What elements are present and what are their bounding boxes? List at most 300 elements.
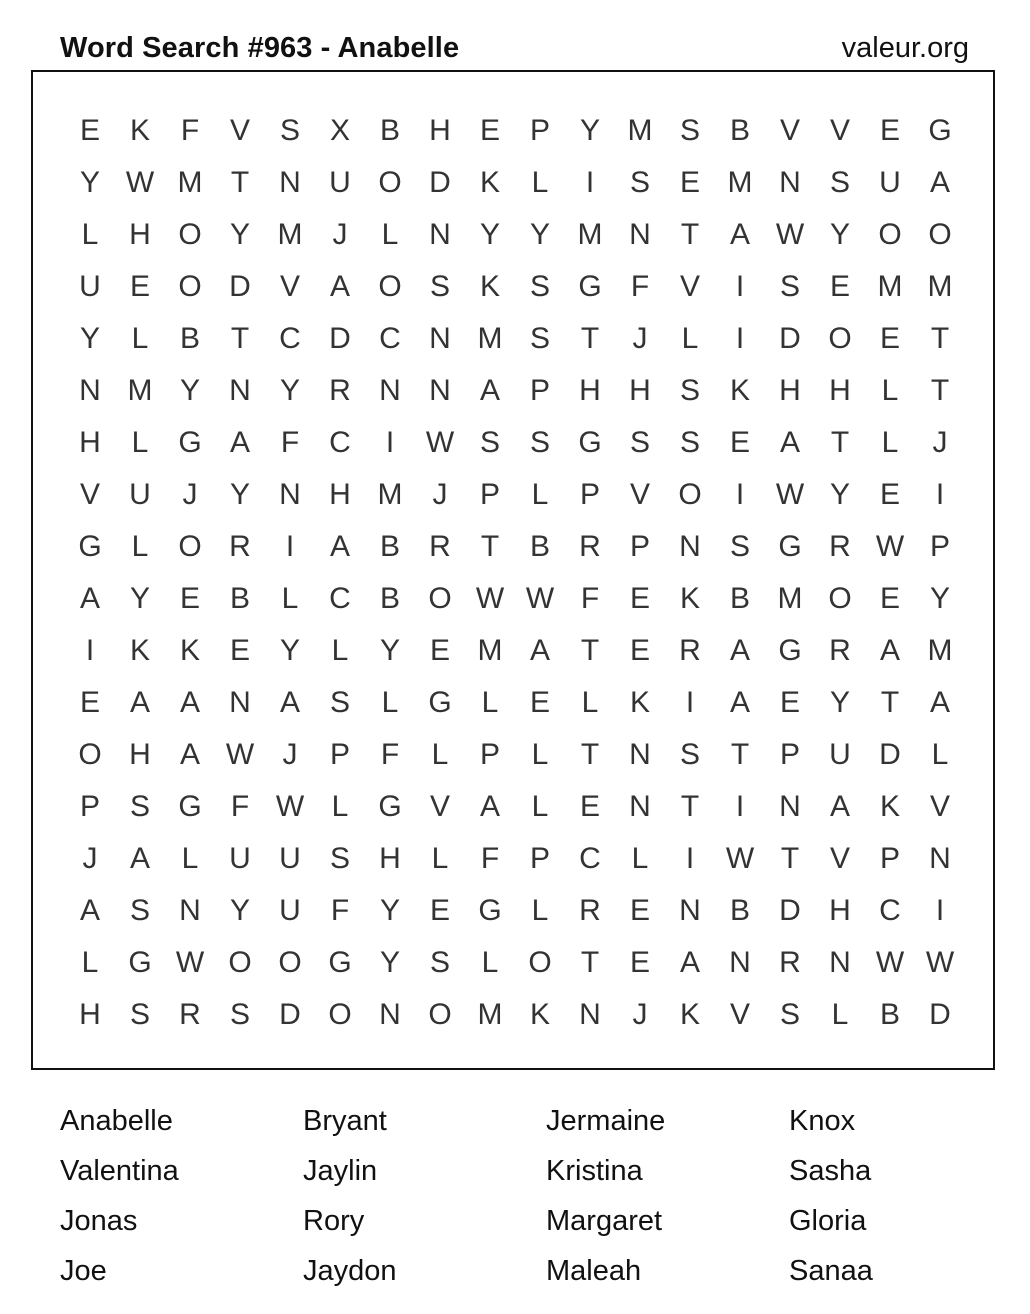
grid-cell[interactable]: M xyxy=(477,322,503,355)
grid-cell[interactable]: N xyxy=(429,374,451,407)
grid-cell[interactable]: Y xyxy=(829,478,850,511)
grid-cell[interactable]: I xyxy=(735,790,745,823)
grid-cell[interactable]: U xyxy=(79,270,101,303)
grid-cell[interactable]: U xyxy=(829,738,851,771)
grid-cell[interactable]: M xyxy=(477,634,503,667)
grid-cell[interactable]: Y xyxy=(129,582,150,615)
grid-cell[interactable]: N xyxy=(629,218,651,251)
grid-cell[interactable]: L xyxy=(631,842,649,875)
grid-cell[interactable]: L xyxy=(481,686,499,719)
grid-cell[interactable]: T xyxy=(730,738,750,771)
grid-cell[interactable]: B xyxy=(379,530,400,563)
grid-cell[interactable]: Y xyxy=(379,894,400,927)
grid-cell[interactable]: T xyxy=(580,946,600,979)
grid-cell[interactable]: V xyxy=(629,478,650,511)
grid-cell[interactable]: S xyxy=(729,530,750,563)
grid-cell[interactable]: Y xyxy=(229,894,250,927)
grid-cell[interactable]: R xyxy=(829,634,851,667)
grid-cell[interactable]: M xyxy=(127,374,153,407)
grid-cell[interactable]: I xyxy=(385,426,395,459)
grid-cell[interactable]: E xyxy=(529,686,550,719)
grid-cell[interactable]: N xyxy=(679,530,701,563)
grid-cell[interactable]: U xyxy=(879,166,901,199)
grid-cell[interactable]: M xyxy=(777,582,803,615)
grid-cell[interactable]: R xyxy=(779,946,801,979)
grid-cell[interactable]: A xyxy=(879,634,900,667)
grid-cell[interactable]: H xyxy=(829,374,851,407)
grid-cell[interactable]: F xyxy=(280,426,300,459)
grid-cell[interactable]: I xyxy=(935,478,945,511)
grid-cell[interactable]: T xyxy=(580,322,600,355)
grid-cell[interactable]: G xyxy=(478,894,502,927)
grid-cell[interactable]: A xyxy=(129,842,150,875)
grid-cell[interactable]: K xyxy=(479,270,500,303)
grid-cell[interactable]: O xyxy=(678,478,702,511)
grid-cell[interactable]: G xyxy=(378,790,402,823)
grid-cell[interactable]: C xyxy=(279,322,301,355)
grid-cell[interactable]: Y xyxy=(179,374,200,407)
grid-cell[interactable]: U xyxy=(279,842,301,875)
grid-cell[interactable]: M xyxy=(627,114,653,147)
grid-cell[interactable]: N xyxy=(379,998,401,1031)
grid-cell[interactable]: A xyxy=(679,946,700,979)
grid-cell[interactable]: D xyxy=(329,322,351,355)
grid-cell[interactable]: E xyxy=(679,166,700,199)
grid-cell[interactable]: A xyxy=(79,582,100,615)
grid-cell[interactable]: G xyxy=(928,114,952,147)
grid-cell[interactable]: A xyxy=(929,686,950,719)
grid-cell[interactable]: V xyxy=(729,998,750,1031)
grid-cell[interactable]: P xyxy=(479,738,500,771)
grid-cell[interactable]: B xyxy=(529,530,550,563)
grid-cell[interactable]: T xyxy=(230,322,250,355)
grid-cell[interactable]: W xyxy=(775,218,805,251)
grid-cell[interactable]: O xyxy=(928,218,952,251)
grid-cell[interactable]: L xyxy=(81,946,99,979)
grid-cell[interactable]: S xyxy=(479,426,500,459)
grid-cell[interactable]: W xyxy=(525,582,555,615)
grid-cell[interactable]: T xyxy=(930,322,950,355)
grid-cell[interactable]: S xyxy=(679,114,700,147)
grid-cell[interactable]: G xyxy=(178,426,202,459)
grid-cell[interactable]: T xyxy=(930,374,950,407)
grid-cell[interactable]: N xyxy=(629,738,651,771)
grid-cell[interactable]: H xyxy=(79,426,101,459)
grid-cell[interactable]: I xyxy=(735,322,745,355)
grid-cell[interactable]: O xyxy=(828,322,852,355)
grid-cell[interactable]: R xyxy=(429,530,451,563)
grid-cell[interactable]: O xyxy=(178,530,202,563)
grid-cell[interactable]: T xyxy=(880,686,900,719)
grid-cell[interactable]: T xyxy=(580,634,600,667)
grid-cell[interactable]: V xyxy=(829,114,850,147)
grid-cell[interactable]: E xyxy=(729,426,750,459)
grid-cell[interactable]: E xyxy=(129,270,150,303)
grid-cell[interactable]: E xyxy=(629,582,650,615)
grid-cell[interactable]: R xyxy=(179,998,201,1031)
grid-cell[interactable]: D xyxy=(929,998,951,1031)
grid-cell[interactable]: F xyxy=(380,738,400,771)
grid-cell[interactable]: E xyxy=(429,634,450,667)
grid-cell[interactable]: K xyxy=(129,634,150,667)
grid-cell[interactable]: A xyxy=(79,894,100,927)
grid-cell[interactable]: E xyxy=(879,322,900,355)
grid-cell[interactable]: A xyxy=(129,686,150,719)
grid-cell[interactable]: M xyxy=(177,166,203,199)
grid-cell[interactable]: L xyxy=(881,374,899,407)
grid-cell[interactable]: A xyxy=(229,426,250,459)
grid-cell[interactable]: F xyxy=(180,114,200,147)
grid-cell[interactable]: N xyxy=(179,894,201,927)
grid-cell[interactable]: W xyxy=(925,946,955,979)
grid-cell[interactable]: J xyxy=(82,842,98,875)
grid-cell[interactable]: T xyxy=(480,530,500,563)
grid-cell[interactable]: E xyxy=(579,790,600,823)
grid-cell[interactable]: K xyxy=(629,686,650,719)
grid-cell[interactable]: K xyxy=(129,114,150,147)
grid-cell[interactable]: M xyxy=(577,218,603,251)
grid-cell[interactable]: E xyxy=(479,114,500,147)
grid-cell[interactable]: T xyxy=(680,218,700,251)
grid-cell[interactable]: W xyxy=(125,166,155,199)
grid-cell[interactable]: T xyxy=(780,842,800,875)
grid-cell[interactable]: E xyxy=(879,582,900,615)
grid-cell[interactable]: Y xyxy=(529,218,550,251)
grid-cell[interactable]: S xyxy=(429,946,450,979)
grid-cell[interactable]: H xyxy=(629,374,651,407)
grid-cell[interactable]: I xyxy=(735,478,745,511)
grid-cell[interactable]: L xyxy=(281,582,299,615)
grid-cell[interactable]: I xyxy=(85,634,95,667)
grid-cell[interactable]: W xyxy=(275,790,305,823)
grid-cell[interactable]: L xyxy=(181,842,199,875)
grid-cell[interactable]: D xyxy=(229,270,251,303)
grid-cell[interactable]: B xyxy=(379,582,400,615)
grid-cell[interactable]: G xyxy=(128,946,152,979)
grid-cell[interactable]: M xyxy=(477,998,503,1031)
grid-cell[interactable]: C xyxy=(329,582,351,615)
grid-cell[interactable]: E xyxy=(879,478,900,511)
grid-cell[interactable]: E xyxy=(629,894,650,927)
grid-cell[interactable]: K xyxy=(679,998,700,1031)
grid-cell[interactable]: M xyxy=(727,166,753,199)
grid-cell[interactable]: A xyxy=(729,634,750,667)
grid-cell[interactable]: E xyxy=(829,270,850,303)
grid-cell[interactable]: L xyxy=(131,426,149,459)
grid-cell[interactable]: O xyxy=(378,270,402,303)
grid-cell[interactable]: H xyxy=(429,114,451,147)
grid-cell[interactable]: A xyxy=(179,686,200,719)
grid-cell[interactable]: V xyxy=(829,842,850,875)
grid-cell[interactable]: F xyxy=(230,790,250,823)
grid-cell[interactable]: M xyxy=(927,270,953,303)
grid-cell[interactable]: A xyxy=(179,738,200,771)
grid-cell[interactable]: K xyxy=(479,166,500,199)
grid-cell[interactable]: V xyxy=(429,790,450,823)
grid-cell[interactable]: S xyxy=(329,842,350,875)
grid-cell[interactable]: S xyxy=(529,426,550,459)
grid-cell[interactable]: Y xyxy=(479,218,500,251)
grid-cell[interactable]: N xyxy=(279,166,301,199)
grid-cell[interactable]: N xyxy=(429,218,451,251)
grid-cell[interactable]: O xyxy=(828,582,852,615)
grid-cell[interactable]: L xyxy=(531,166,549,199)
grid-cell[interactable]: K xyxy=(879,790,900,823)
grid-cell[interactable]: R xyxy=(579,530,601,563)
grid-cell[interactable]: G xyxy=(328,946,352,979)
grid-cell[interactable]: C xyxy=(329,426,351,459)
grid-cell[interactable]: A xyxy=(329,530,350,563)
grid-cell[interactable]: H xyxy=(829,894,851,927)
grid-cell[interactable]: S xyxy=(329,686,350,719)
grid-cell[interactable]: G xyxy=(578,426,602,459)
grid-cell[interactable]: E xyxy=(79,114,100,147)
grid-cell[interactable]: S xyxy=(679,738,700,771)
grid-cell[interactable]: V xyxy=(929,790,950,823)
grid-cell[interactable]: O xyxy=(78,738,102,771)
grid-cell[interactable]: T xyxy=(580,738,600,771)
grid-cell[interactable]: C xyxy=(879,894,901,927)
grid-cell[interactable]: N xyxy=(679,894,701,927)
grid-cell[interactable]: J xyxy=(932,426,948,459)
grid-cell[interactable]: N xyxy=(829,946,851,979)
grid-cell[interactable]: O xyxy=(278,946,302,979)
grid-cell[interactable]: S xyxy=(279,114,300,147)
grid-cell[interactable]: I xyxy=(735,270,745,303)
grid-cell[interactable]: L xyxy=(381,686,399,719)
grid-cell[interactable]: F xyxy=(580,582,600,615)
grid-cell[interactable]: N xyxy=(779,166,801,199)
grid-cell[interactable]: S xyxy=(129,790,150,823)
grid-cell[interactable]: A xyxy=(479,790,500,823)
grid-cell[interactable]: K xyxy=(679,582,700,615)
grid-cell[interactable]: D xyxy=(779,894,801,927)
grid-cell[interactable]: H xyxy=(579,374,601,407)
grid-cell[interactable]: S xyxy=(229,998,250,1031)
grid-cell[interactable]: Y xyxy=(79,322,100,355)
grid-cell[interactable]: B xyxy=(729,894,750,927)
grid-cell[interactable]: E xyxy=(179,582,200,615)
grid-cell[interactable]: S xyxy=(679,374,700,407)
grid-cell[interactable]: A xyxy=(529,634,550,667)
grid-cell[interactable]: B xyxy=(229,582,250,615)
grid-cell[interactable]: A xyxy=(729,686,750,719)
grid-cell[interactable]: E xyxy=(629,634,650,667)
grid-cell[interactable]: D xyxy=(779,322,801,355)
grid-cell[interactable]: S xyxy=(129,894,150,927)
grid-cell[interactable]: L xyxy=(381,218,399,251)
grid-cell[interactable]: Y xyxy=(579,114,600,147)
grid-cell[interactable]: A xyxy=(929,166,950,199)
grid-cell[interactable]: E xyxy=(429,894,450,927)
grid-cell[interactable]: H xyxy=(129,738,151,771)
grid-cell[interactable]: D xyxy=(279,998,301,1031)
grid-cell[interactable]: N xyxy=(79,374,101,407)
grid-cell[interactable]: P xyxy=(79,790,100,823)
grid-cell[interactable]: H xyxy=(129,218,151,251)
grid-cell[interactable]: Y xyxy=(829,218,850,251)
grid-cell[interactable]: H xyxy=(79,998,101,1031)
grid-cell[interactable]: L xyxy=(431,738,449,771)
grid-cell[interactable]: L xyxy=(531,478,549,511)
grid-cell[interactable]: N xyxy=(379,374,401,407)
grid-cell[interactable]: U xyxy=(229,842,251,875)
grid-cell[interactable]: Y xyxy=(929,582,950,615)
grid-cell[interactable]: I xyxy=(585,166,595,199)
grid-cell[interactable]: Y xyxy=(379,634,400,667)
grid-cell[interactable]: K xyxy=(529,998,550,1031)
grid-cell[interactable]: E xyxy=(779,686,800,719)
grid-cell[interactable]: A xyxy=(829,790,850,823)
grid-cell[interactable]: G xyxy=(178,790,202,823)
grid-cell[interactable]: O xyxy=(378,166,402,199)
grid-cell[interactable]: G xyxy=(778,634,802,667)
grid-cell[interactable]: O xyxy=(428,998,452,1031)
grid-cell[interactable]: N xyxy=(229,374,251,407)
grid-cell[interactable]: M xyxy=(377,478,403,511)
grid-cell[interactable]: Y xyxy=(79,166,100,199)
grid-cell[interactable]: H xyxy=(329,478,351,511)
grid-cell[interactable]: L xyxy=(581,686,599,719)
grid-cell[interactable]: R xyxy=(829,530,851,563)
grid-cell[interactable]: W xyxy=(725,842,755,875)
grid-cell[interactable]: C xyxy=(579,842,601,875)
grid-cell[interactable]: S xyxy=(829,166,850,199)
grid-cell[interactable]: J xyxy=(182,478,198,511)
grid-cell[interactable]: L xyxy=(331,634,349,667)
grid-cell[interactable]: P xyxy=(929,530,950,563)
grid-cell[interactable]: W xyxy=(425,426,455,459)
grid-cell[interactable]: L xyxy=(931,738,949,771)
grid-cell[interactable]: Y xyxy=(229,478,250,511)
grid-cell[interactable]: B xyxy=(729,582,750,615)
grid-cell[interactable]: M xyxy=(277,218,303,251)
grid-cell[interactable]: L xyxy=(531,738,549,771)
grid-cell[interactable]: E xyxy=(229,634,250,667)
grid-cell[interactable]: N xyxy=(579,998,601,1031)
grid-cell[interactable]: G xyxy=(78,530,102,563)
grid-cell[interactable]: N xyxy=(779,790,801,823)
grid-cell[interactable]: B xyxy=(879,998,900,1031)
grid-cell[interactable]: Y xyxy=(279,634,300,667)
grid-cell[interactable]: U xyxy=(279,894,301,927)
grid-cell[interactable]: M xyxy=(877,270,903,303)
grid-cell[interactable]: W xyxy=(875,946,905,979)
grid-cell[interactable]: M xyxy=(927,634,953,667)
grid-cell[interactable]: P xyxy=(879,842,900,875)
grid-cell[interactable]: S xyxy=(779,270,800,303)
grid-cell[interactable]: F xyxy=(630,270,650,303)
grid-cell[interactable]: B xyxy=(179,322,200,355)
grid-cell[interactable]: N xyxy=(279,478,301,511)
grid-cell[interactable]: S xyxy=(429,270,450,303)
grid-cell[interactable]: I xyxy=(685,686,695,719)
grid-cell[interactable]: E xyxy=(879,114,900,147)
grid-cell[interactable]: U xyxy=(129,478,151,511)
grid-cell[interactable]: S xyxy=(629,426,650,459)
grid-cell[interactable]: N xyxy=(929,842,951,875)
grid-cell[interactable]: Y xyxy=(229,218,250,251)
grid-cell[interactable]: L xyxy=(531,790,549,823)
grid-cell[interactable]: G xyxy=(778,530,802,563)
grid-cell[interactable]: S xyxy=(779,998,800,1031)
grid-cell[interactable]: V xyxy=(679,270,700,303)
grid-cell[interactable]: R xyxy=(329,374,351,407)
grid-cell[interactable]: X xyxy=(329,114,350,147)
grid-cell[interactable]: C xyxy=(379,322,401,355)
grid-cell[interactable]: L xyxy=(131,530,149,563)
grid-cell[interactable]: F xyxy=(480,842,500,875)
grid-cell[interactable]: N xyxy=(429,322,451,355)
grid-cell[interactable]: N xyxy=(729,946,751,979)
grid-cell[interactable]: S xyxy=(629,166,650,199)
grid-cell[interactable]: Y xyxy=(829,686,850,719)
grid-cell[interactable]: J xyxy=(282,738,298,771)
grid-cell[interactable]: R xyxy=(229,530,251,563)
grid-cell[interactable]: Y xyxy=(379,946,400,979)
grid-cell[interactable]: N xyxy=(229,686,251,719)
grid-cell[interactable]: V xyxy=(779,114,800,147)
grid-cell[interactable]: J xyxy=(632,322,648,355)
grid-cell[interactable]: S xyxy=(529,322,550,355)
grid-cell[interactable]: E xyxy=(79,686,100,719)
grid-cell[interactable]: W xyxy=(175,946,205,979)
grid-cell[interactable]: L xyxy=(681,322,699,355)
grid-cell[interactable]: R xyxy=(579,894,601,927)
grid-cell[interactable]: P xyxy=(529,114,550,147)
grid-cell[interactable]: P xyxy=(629,530,650,563)
grid-cell[interactable]: L xyxy=(131,322,149,355)
grid-cell[interactable]: O xyxy=(328,998,352,1031)
grid-cell[interactable]: A xyxy=(729,218,750,251)
grid-cell[interactable]: W xyxy=(225,738,255,771)
grid-cell[interactable]: I xyxy=(685,842,695,875)
grid-cell[interactable]: H xyxy=(779,374,801,407)
grid-cell[interactable]: W xyxy=(775,478,805,511)
grid-cell[interactable]: F xyxy=(330,894,350,927)
grid-cell[interactable]: L xyxy=(81,218,99,251)
grid-cell[interactable]: L xyxy=(331,790,349,823)
grid-cell[interactable]: A xyxy=(329,270,350,303)
grid-cell[interactable]: H xyxy=(379,842,401,875)
grid-cell[interactable]: O xyxy=(528,946,552,979)
grid-cell[interactable]: K xyxy=(179,634,200,667)
grid-cell[interactable]: E xyxy=(629,946,650,979)
grid-cell[interactable]: S xyxy=(529,270,550,303)
grid-cell[interactable]: D xyxy=(429,166,451,199)
grid-cell[interactable]: L xyxy=(881,426,899,459)
grid-cell[interactable]: P xyxy=(579,478,600,511)
grid-cell[interactable]: P xyxy=(529,374,550,407)
grid-cell[interactable]: W xyxy=(475,582,505,615)
grid-cell[interactable]: A xyxy=(279,686,300,719)
grid-cell[interactable]: J xyxy=(432,478,448,511)
grid-cell[interactable]: L xyxy=(831,998,849,1031)
grid-cell[interactable]: T xyxy=(230,166,250,199)
grid-cell[interactable]: J xyxy=(332,218,348,251)
grid-cell[interactable]: P xyxy=(479,478,500,511)
grid-cell[interactable]: O xyxy=(178,218,202,251)
grid-cell[interactable]: P xyxy=(529,842,550,875)
grid-cell[interactable]: V xyxy=(79,478,100,511)
grid-cell[interactable]: O xyxy=(228,946,252,979)
grid-cell[interactable]: L xyxy=(531,894,549,927)
grid-cell[interactable]: G xyxy=(428,686,452,719)
grid-cell[interactable]: I xyxy=(285,530,295,563)
grid-cell[interactable]: P xyxy=(779,738,800,771)
grid-cell[interactable]: G xyxy=(578,270,602,303)
grid-cell[interactable]: B xyxy=(379,114,400,147)
